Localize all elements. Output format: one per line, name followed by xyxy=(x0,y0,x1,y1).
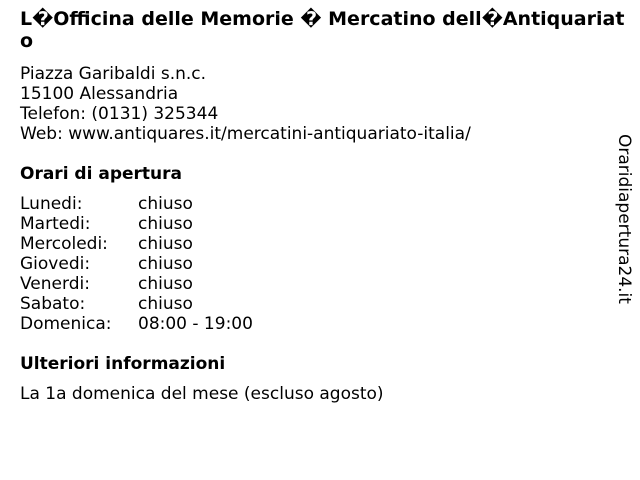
day-label: Venerdi: xyxy=(20,274,90,294)
hours-row-friday xyxy=(20,274,253,294)
day-label: Sabato: xyxy=(20,294,86,314)
website-link[interactable]: Web: www.antiquares.it/mercatini-antiquariato-italia/ xyxy=(20,124,471,144)
street-address: Piazza Garibaldi s.n.c. xyxy=(20,64,207,84)
day-label: Lunedi: xyxy=(20,194,83,214)
hours-row-wednesday xyxy=(20,234,253,254)
page-title: L�Officina delle Memorie � Mercatino dell�Antiquariato xyxy=(20,8,625,52)
day-label: Mercoledi: xyxy=(20,234,108,254)
day-label: Martedi: xyxy=(20,214,91,234)
phone-number: Telefon: (0131) 325344 xyxy=(20,104,219,124)
opening-hours-heading: Orari di apertura xyxy=(20,164,182,184)
day-hours: chiuso xyxy=(138,254,193,274)
additional-info-text: La 1a domenica del mese (escluso agosto) xyxy=(20,384,384,404)
site-watermark: Oraridiapertura24.it xyxy=(614,134,634,304)
day-label: Giovedi: xyxy=(20,254,91,274)
day-hours: 08:00 - 19:00 xyxy=(138,314,253,334)
day-hours: chiuso xyxy=(138,214,193,234)
day-label: Domenica: xyxy=(20,314,112,334)
additional-info-heading: Ulteriori informazioni xyxy=(20,354,226,374)
city-address: 15100 Alessandria xyxy=(20,84,179,104)
hours-row-monday xyxy=(20,194,253,214)
address-block xyxy=(20,64,471,144)
hours-row-saturday xyxy=(20,294,253,314)
hours-row-thursday xyxy=(20,254,253,274)
day-hours: chiuso xyxy=(138,234,193,254)
day-hours: chiuso xyxy=(138,274,193,294)
day-hours: chiuso xyxy=(138,294,193,314)
hours-row-tuesday xyxy=(20,214,253,234)
opening-hours-table xyxy=(20,194,253,334)
day-hours: chiuso xyxy=(138,194,193,214)
hours-row-sunday xyxy=(20,314,253,334)
